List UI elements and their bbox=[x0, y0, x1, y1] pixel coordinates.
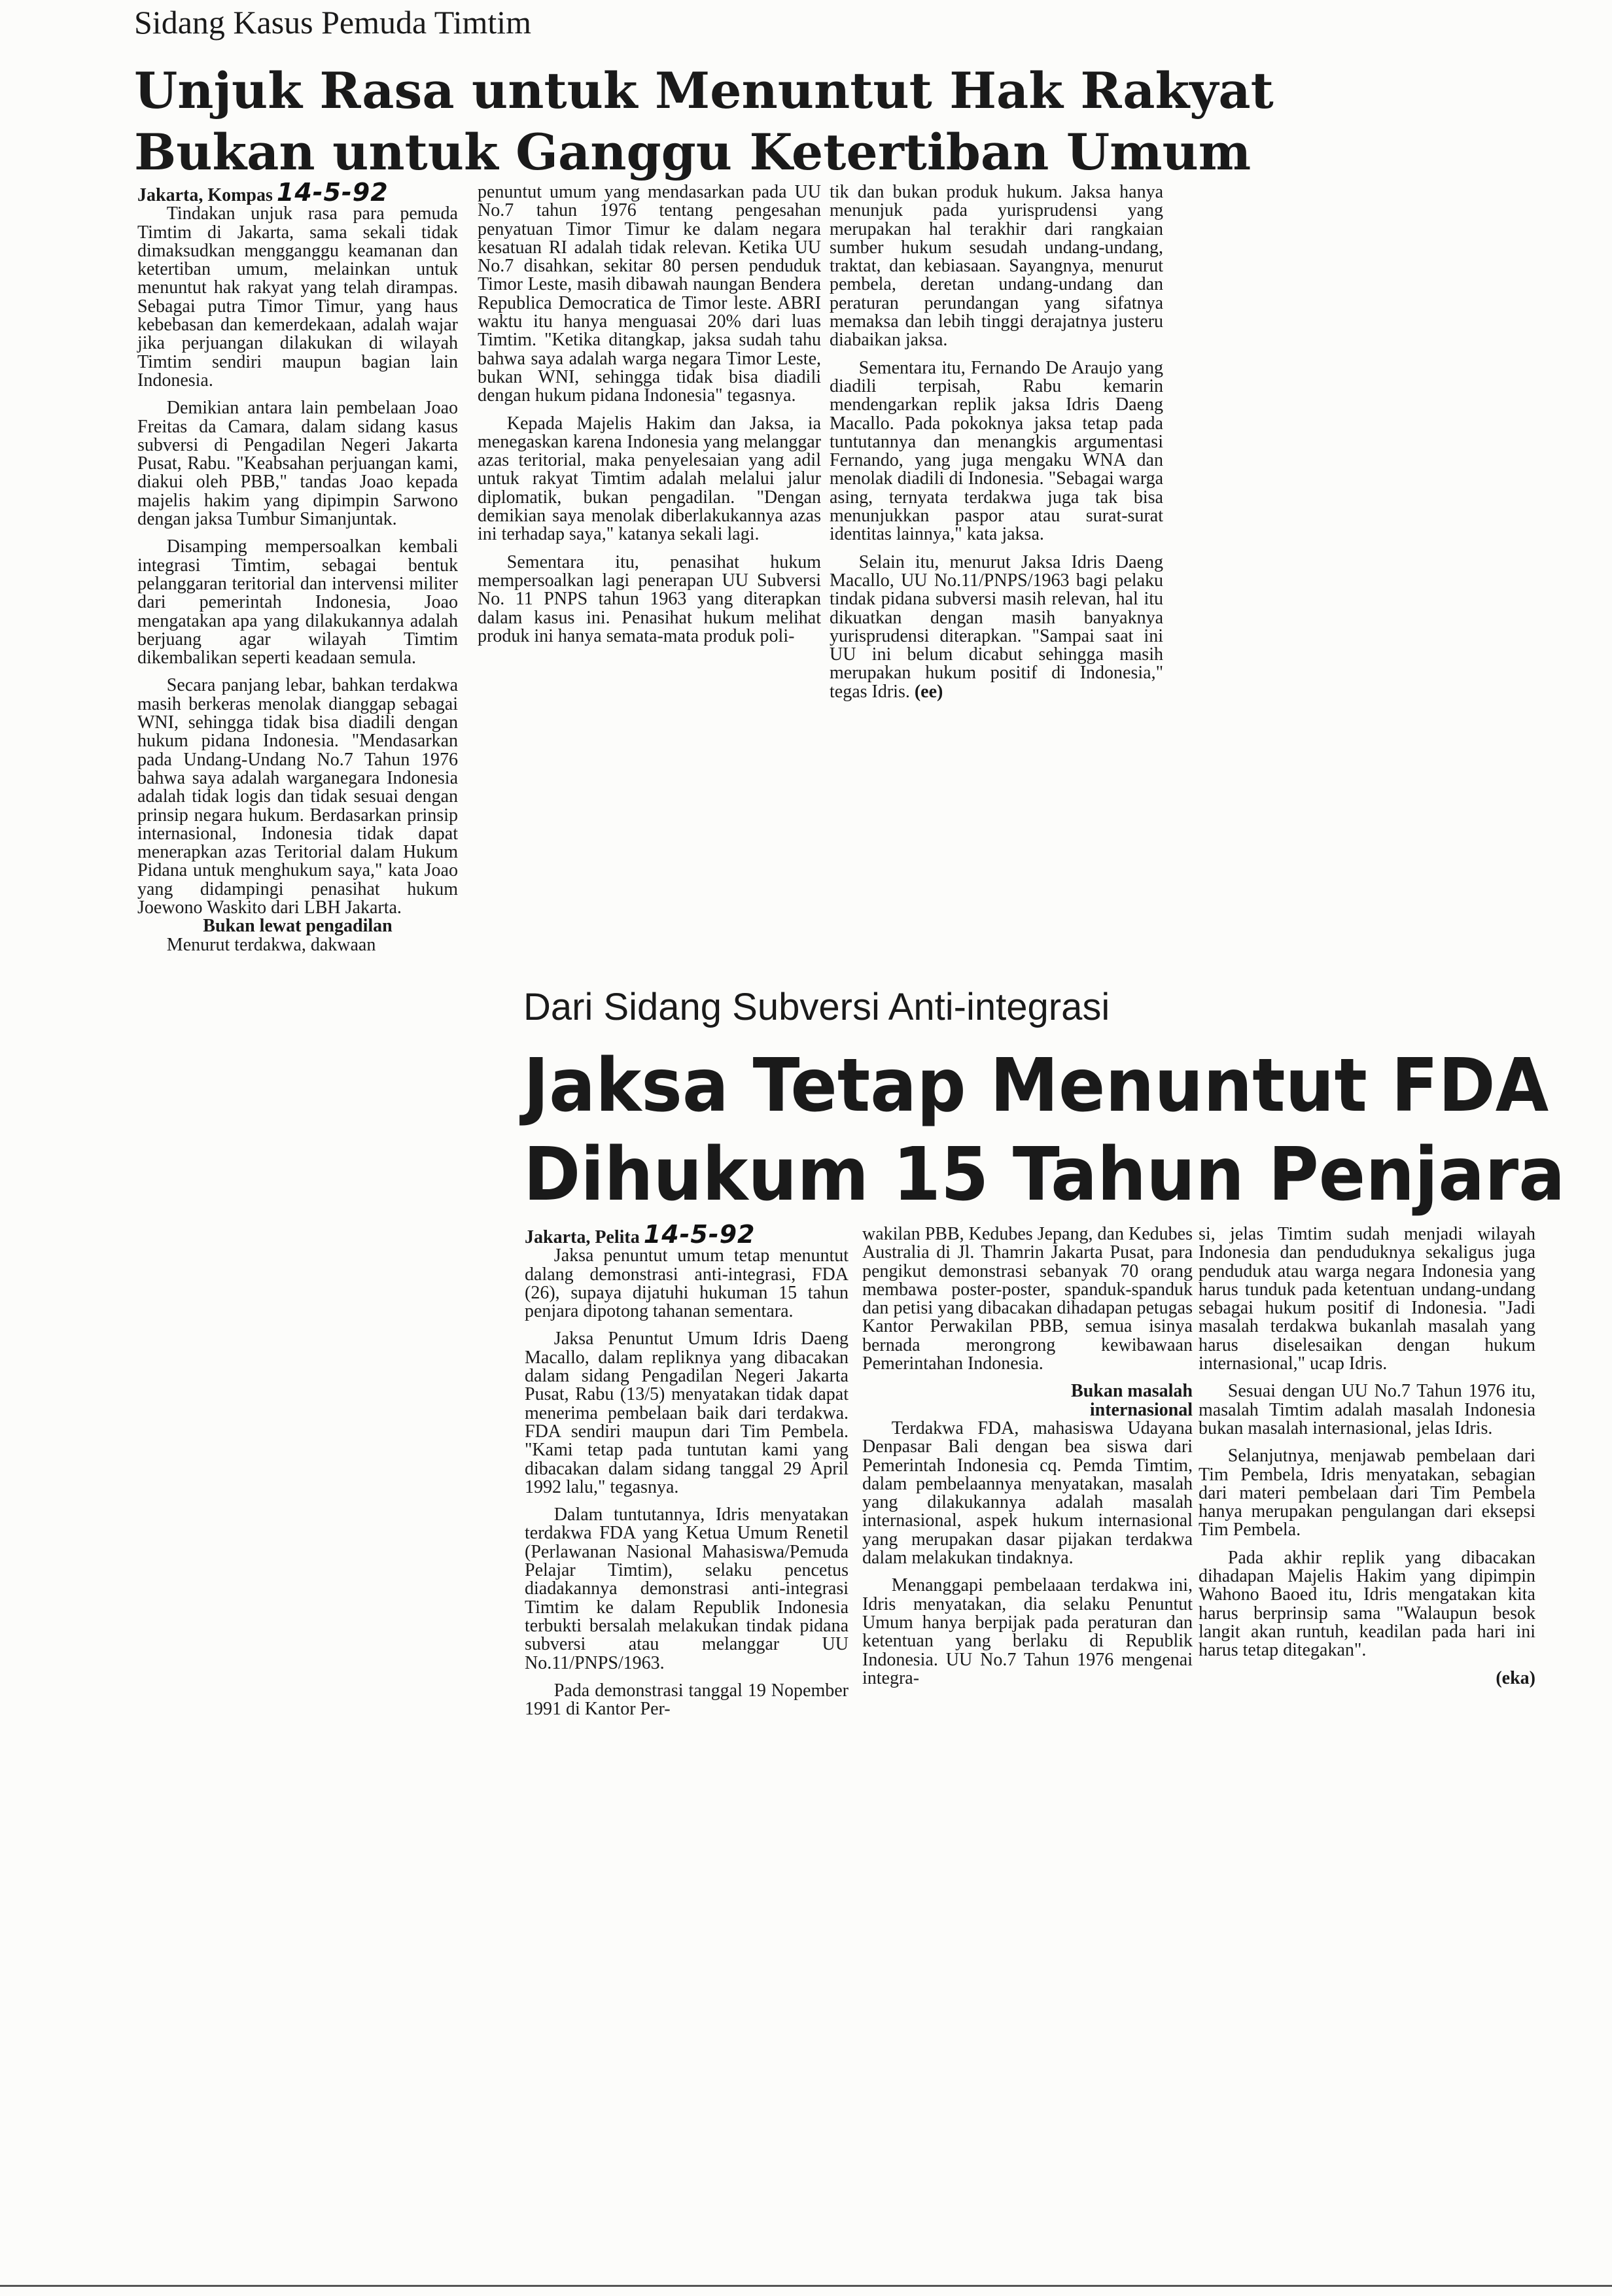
paragraph: Pada demonstrasi tanggal 19 Nopember 1991 di Kantor Per- bbox=[525, 1680, 849, 1720]
bottom-rule bbox=[0, 2285, 1612, 2287]
paragraph: wakilan PBB, Kedubes Jepang, dan Kedubes Australia di Jl. Thamrin Jakarta Pusat, para pengikut demonstrasi sebanyak 70 orang membawa poster-poster, spanduk-spanduk dan petisi yang dibacakan dihadapan petugas Kantor Perwakilan PBB, semua isinya bernada merongrong kewibawaan Pemerintahan Indonesia. bbox=[862, 1224, 1193, 1374]
article2-kicker: Dari Sidang Subversi Anti-integrasi bbox=[523, 986, 1110, 1028]
paragraph: Terdakwa FDA, mahasiswa Udayana Denpasar Bali dengan bea siswa dari Pemerintah Indonesia cq. Pemda Timtim, dalam pembelaannya menyatakan, masalah yang dilakukannya adalah masalah internasional, aspek hukum internasional yang merupakan dasar pijakan terdakwa dalam melakukan tindaknya. bbox=[862, 1418, 1193, 1569]
handwritten-date: 14-5-92 bbox=[643, 1220, 756, 1249]
article1-column-1 bbox=[137, 178, 458, 955]
paragraph: Jaksa penuntut umum tetap menuntut dalang demonstrasi anti-integrasi, FDA (26), supaya dijatuhi hukuman 15 tahun penjara dipotong tahanan sementara. bbox=[525, 1245, 849, 1322]
paragraph: Sementara itu, penasihat hukum mempersoalkan lagi penerapan UU Subversi No. 11 PNPS tahun 1963 yang diterapkan dalam kasus ini. Penasihat hukum melihat produk ini hanya semata-mata produk poli- bbox=[478, 551, 821, 646]
paragraph: Kepada Majelis Hakim dan Jaksa, ia menegaskan karena Indonesia yang melanggar azas teritorial, maka penyelesaian yang adil untuk rakyat Timtim adalah melalui jalur diplomatik, bukan pengadilan. "Dengan demikian saya menolak diberlakukannya azas ini terhadap saya," katanya sekali lagi. bbox=[478, 413, 821, 545]
paragraph: si, jelas Timtim sudah menjadi wilayah Indonesia dan penduduknya sekaligus juga penduduk atau warga negara Indonesia yang harus tunduk pada ketentuan undang-undang sebagai hukum positif di Indonesia. "Jadi masalah terdakwa bukanlah masalah yang harus diselesaikan dengan hukum internasional," ucap Idris. bbox=[1199, 1224, 1535, 1374]
article1-headline-text: Unjuk Rasa untuk Menuntut Hak Rakyat Bukan untuk Ganggu Ketertiban Umum bbox=[134, 61, 1274, 181]
article2-column-3 bbox=[1199, 1225, 1535, 1688]
paragraph: Jaksa Penuntut Umum Idris Daeng Macallo, dalam repliknya yang dibacakan dalam sidang Pengadilan Negeri Jakarta Pusat, Rabu (13/5) menyatakan tidak dapat menerima pembelaan baik dari terdakwa. FDA sendiri maupun dari Tim Pembela. "Kami tetap pada tuntutan kami yang dibacakan dalam sidang tanggal 29 April 1992 lalu," tegasnya. bbox=[525, 1329, 849, 1497]
paragraph: Demikian antara lain pembelaan Joao Freitas da Camara, dalam sidang kasus subversi di Pengadilan Negeri Jakarta Pusat, Rabu. "Keabsahan perjuangan kami, diakui oleh PBB," tandas Joao kepada majelis hakim yang dipimpin Sarwono dengan jaksa Tumbur Simanjuntak. bbox=[137, 398, 458, 530]
article1-signature: (ee) bbox=[914, 681, 943, 702]
article2-subheading: Bukan masalah internasional bbox=[1071, 1381, 1193, 1420]
article2-headline bbox=[523, 1041, 1565, 1219]
paragraph: Sesuai dengan UU No.7 Tahun 1976 itu, masalah Timtim adalah masalah Indonesia bukan masalah internasional, jelas Idris. bbox=[1199, 1381, 1535, 1438]
article2-column-2 bbox=[862, 1225, 1193, 1688]
article2-signature: (eka) bbox=[1496, 1667, 1535, 1688]
paragraph: Menurut terdakwa, dakwaan bbox=[166, 934, 376, 955]
article1-headline bbox=[134, 60, 1274, 183]
article1-column-2 bbox=[478, 183, 821, 646]
handwritten-date: 14-5-92 bbox=[276, 178, 389, 207]
paragraph: Pada akhir replik yang dibacakan dihadapan Majelis Hakim yang dipimpin Wahono Baoed itu, Idris mengatakan kita harus berprinsip sama "Walaupun besok langit akan runtuh, keadilan pada hari ini harus tetap ditegakan". bbox=[1199, 1547, 1535, 1661]
article2-headline-text: Jaksa Tetap Menuntut FDA Dihukum 15 Tahun Penjara bbox=[523, 1043, 1566, 1217]
paragraph: tik dan bukan produk hukum. Jaksa hanya menunjuk pada yurisprudensi yang merupakan hal terakhir dari rangkaian sumber hukum sesudah undang-undang, traktat, dan kebiasaan. Sayangnya, menurut pembela, deretan undang-undang dan peraturan perundangan yang sifatnya memaksa dan lebih tinggi derajatnya justeru diabaikan jaksa. bbox=[830, 182, 1163, 351]
article2-dateline: Jakarta, Pelita 14-5-92 bbox=[525, 1220, 756, 1249]
article2-column-1 bbox=[525, 1220, 849, 1720]
paragraph: Disamping mempersoalkan kembali integrasi Timtim, sebagai bentuk pelanggaran teritorial dan intervensi militer dari pemerintah Indonesia, Joao mengatakan apa yang dilakukannya adalah berjuang agar wilayah Timtim dikembalikan seperti keadaan semula. bbox=[137, 536, 458, 669]
article1-column-3 bbox=[830, 183, 1163, 701]
paragraph: Dalam tuntutannya, Idris menyatakan terdakwa FDA yang Ketua Umum Renetil (Perlawanan Nasional Mahasiswa/Pemuda Pelajar Timtim), selaku pencetus diadakannya demonstrasi anti-integrasi Timtim ke dalam Republik Indonesia terbukti bersalah melakukan tindak pidana subversi atau melanggar UU No.11/PNPS/1963. bbox=[525, 1505, 849, 1673]
paragraph: Secara panjang lebar, bahkan terdakwa masih berkeras menolak dianggap sebagai WNI, sehingga tidak bisa diadili dengan hukum pidana Indonesia. "Mendasarkan pada Undang-Undang No.7 Tahun 1976 bahwa saya adalah warganegara Indonesia adalah tidak logis dan tidak sesuai dengan prinsip negara hukum. Berdasarkan prinsip internasional, Indonesia tidak dapat menerapkan azas Teritorial dalam Hukum Pidana untuk menghukum saya," kata Joao yang didampingi penasihat hukum Joewono Waskito dari LBH Jakarta. bbox=[137, 675, 458, 918]
article1-kicker: Sidang Kasus Pemuda Timtim bbox=[134, 4, 532, 41]
paragraph: Selain itu, menurut Jaksa Idris Daeng Macallo, UU No.11/PNPS/1963 bagi pelaku tindak pidana subversi masih relevan, hal itu dikuatkan dengan masih banyaknya yurisprudensi diterapkan. "Sampai saat ini UU ini belum dicabut sehingga masih merupakan hukum positif di Indonesia," tegas Idris. (ee) bbox=[830, 551, 1163, 702]
paragraph: Tindakan unjuk rasa para pemuda Timtim di Jakarta, sama sekali tidak dimaksudkan mengganggu keamanan dan ketertiban umum, melainkan untuk menuntut hak rakyat yang telah dirampas. Sebagai putra Timor Timur, yang haus kebebasan dan kemerdekaan, adalah wajar jika perjuangan dilakukan di wilayah Timtim sendiri maupun bagian lain Indonesia. bbox=[137, 203, 458, 391]
paragraph: Menanggapi pembelaaan terdakwa ini, Idris menyatakan, dia selaku Penuntut Umum hanya berpijak pada peraturan dan ketentuan yang berlaku di Republik Indonesia. UU No.7 Tahun 1976 mengenai integra- bbox=[862, 1575, 1193, 1688]
article1-subheading: Bukan lewat pengadilan bbox=[203, 916, 393, 937]
article1-dateline: Jakarta, Kompas 14-5-92 bbox=[137, 178, 389, 207]
paragraph: Selanjutnya, menjawab pembelaan dari Tim Pembela, Idris menyatakan, sebagian dari materi pembelaan dari Tim Pembela hanya merupakan pengulangan dari eksepsi Tim Pembela. bbox=[1199, 1446, 1535, 1540]
paragraph: Sementara itu, Fernando De Araujo yang diadili terpisah, Rabu kemarin mendengarkan replik jaksa Idris Daeng Macallo. Pada pokoknya jaksa tetap pada tuntutannya dan menangkis argumentasi Fernando, yang juga mengaku WNA dan menolak diadili di Indonesia. "Sebagai warga asing, ternyata terdakwa juga tak bisa menunjukkan paspor atau surat-surat identitas lainnya," kata jaksa. bbox=[830, 357, 1163, 545]
paragraph: penuntut umum yang mendasarkan pada UU No.7 tahun 1976 tentang pengesahan penyatuan Timor Timur ke dalam negara kesatuan RI adalah tidak relevan. Ketika UU No.7 disahkan, sekitar 80 persen penduduk Timor Leste, masih dibawah naungan Bendera Republica Democratica de Timor leste. ABRI waktu itu hanya menguasai 20% dari luas Timtim. "Ketika ditangkap, jaksa sudah tahu bahwa saya adalah warga negara Timor Leste, bukan WNI, sehingga tidak bisa diadili dengan hukum pidana Indonesia" tegasnya. bbox=[478, 182, 821, 406]
